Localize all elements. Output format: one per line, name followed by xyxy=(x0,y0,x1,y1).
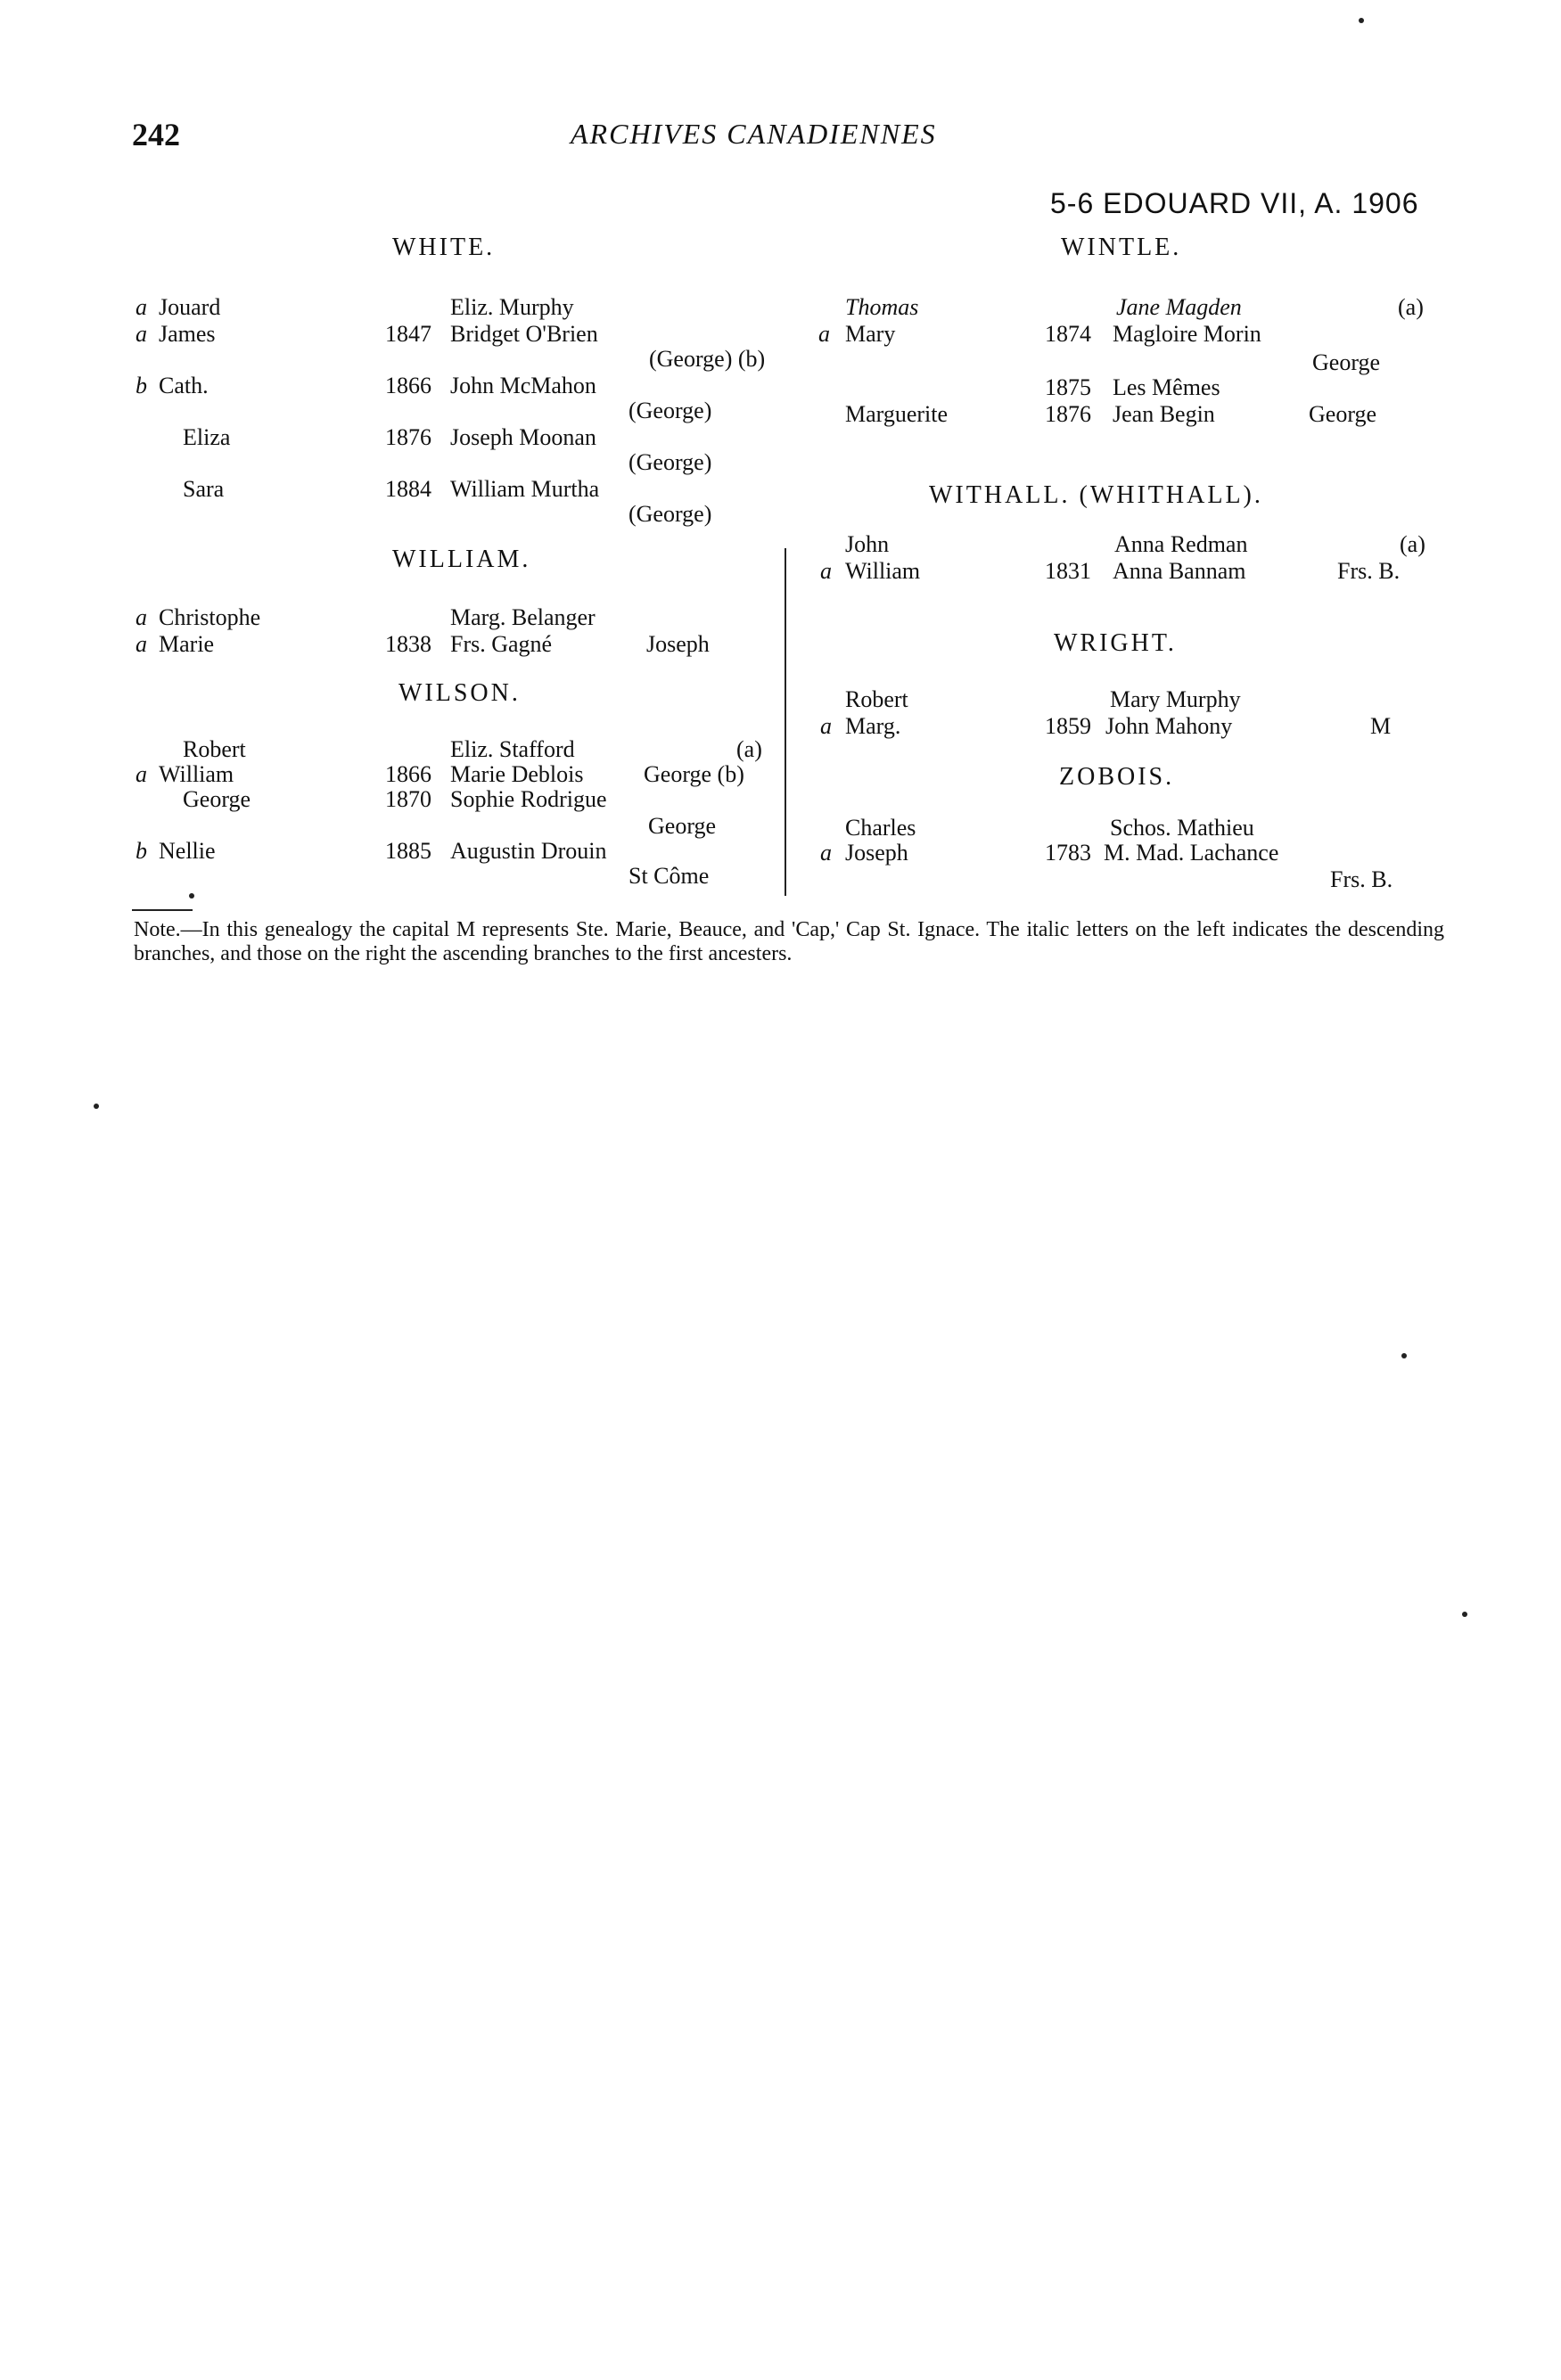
parish-note: M xyxy=(1370,713,1392,739)
parish-note: George xyxy=(1312,349,1381,375)
descent-mark: a xyxy=(820,558,832,584)
section-heading-wintle: WINTLE. xyxy=(1061,234,1182,261)
parish-note: (George) (b) xyxy=(649,346,766,372)
section-heading-wilson: WILSON. xyxy=(398,679,521,707)
person-name: Charles xyxy=(845,815,916,841)
person-name: Sara xyxy=(183,476,225,502)
marriage-year: 1870 xyxy=(385,786,431,812)
spouse-name: Schos. Mathieu xyxy=(1110,815,1254,841)
descent-mark: a xyxy=(820,840,832,866)
person-name: George xyxy=(183,786,251,812)
person-name: Marguerite xyxy=(845,401,949,427)
person-name: Eliza xyxy=(183,424,231,450)
person-name: James xyxy=(159,321,216,347)
parish-note: George xyxy=(648,813,717,839)
session-label: 5-6 EDOUARD VII, A. 1906 xyxy=(1050,187,1419,219)
marriage-year: 1831 xyxy=(1045,558,1091,584)
person-name: Robert xyxy=(845,686,908,712)
descent-mark: b xyxy=(136,838,147,864)
parish-note: (George) xyxy=(629,398,712,423)
descent-mark: a xyxy=(136,604,147,630)
parish-note: (George) xyxy=(629,449,712,475)
spouse-name: Sophie Rodrigue xyxy=(450,786,607,812)
spouse-name: Les Mêmes xyxy=(1113,374,1220,400)
spouse-name: Anna Redman xyxy=(1114,531,1248,557)
parish-note: George (b) xyxy=(644,761,744,787)
scan-speck xyxy=(1462,1612,1467,1617)
marriage-year: 1847 xyxy=(385,321,431,347)
spouse-name: Frs. Gagné xyxy=(450,631,553,657)
spouse-name: Anna Bannam xyxy=(1113,558,1246,584)
spouse-name: M. Mad. Lachance xyxy=(1104,840,1279,866)
ascent-mark: (a) xyxy=(736,736,762,762)
column-divider xyxy=(785,548,786,896)
spouse-name: Jane Magden xyxy=(1116,294,1242,320)
descent-mark: a xyxy=(818,321,830,347)
parish-note: St Côme xyxy=(629,863,710,889)
ascent-mark: (a) xyxy=(1400,531,1425,557)
person-name: John xyxy=(845,531,890,557)
scan-speck xyxy=(94,1104,99,1109)
marriage-year: 1859 xyxy=(1045,713,1091,739)
person-name: Christophe xyxy=(159,604,261,630)
page-number: 242 xyxy=(132,117,180,152)
spouse-name: Marg. Belanger xyxy=(450,604,596,630)
person-name: Robert xyxy=(183,736,246,762)
person-name: Marg. xyxy=(845,713,901,739)
spouse-name: William Murtha xyxy=(450,476,600,502)
person-name: William xyxy=(845,558,921,584)
section-heading-zobois: ZOBOIS. xyxy=(1059,763,1175,791)
parish-note: George xyxy=(1309,401,1377,427)
spouse-name: Augustin Drouin xyxy=(450,838,607,864)
descent-mark: a xyxy=(136,631,147,657)
person-name: Joseph xyxy=(845,840,908,866)
descent-mark: a xyxy=(136,321,147,347)
parish-note: Joseph xyxy=(646,631,710,657)
spouse-name: Joseph Moonan xyxy=(450,424,596,450)
section-heading-william: WILLIAM. xyxy=(392,546,531,573)
marriage-year: 1874 xyxy=(1045,321,1091,347)
running-title: ARCHIVES CANADIENNES xyxy=(571,118,937,150)
section-heading-wright: WRIGHT. xyxy=(1054,629,1177,657)
section-heading-withall: WITHALL. (WHITHALL). xyxy=(929,481,1263,509)
marriage-year: 1885 xyxy=(385,838,431,864)
marriage-year: 1876 xyxy=(1045,401,1091,427)
spouse-name: Jean Begin xyxy=(1113,401,1215,427)
person-name: Jouard xyxy=(159,294,221,320)
spouse-name: Mary Murphy xyxy=(1110,686,1241,712)
spouse-name: John McMahon xyxy=(450,373,596,398)
spouse-name: Bridget O'Brien xyxy=(450,321,598,347)
spouse-name: Magloire Morin xyxy=(1113,321,1261,347)
person-name: Marie xyxy=(159,631,215,657)
marriage-year: 1884 xyxy=(385,476,431,502)
person-name: Thomas xyxy=(845,294,919,320)
spouse-name: Eliz. Murphy xyxy=(450,294,574,320)
marriage-year: 1783 xyxy=(1045,840,1091,866)
scan-speck xyxy=(1401,1353,1407,1358)
spouse-name: Eliz. Stafford xyxy=(450,736,575,762)
parish-note: (George) xyxy=(629,501,712,527)
ascent-mark: (a) xyxy=(1398,294,1424,320)
descent-mark: a xyxy=(820,713,832,739)
person-name: Nellie xyxy=(159,838,216,864)
person-name: William xyxy=(159,761,234,787)
spouse-name: Marie Deblois xyxy=(450,761,584,787)
marriage-year: 1876 xyxy=(385,424,431,450)
person-name: Mary xyxy=(845,321,896,347)
marriage-year: 1838 xyxy=(385,631,431,657)
marriage-year: 1875 xyxy=(1045,374,1091,400)
print-speck xyxy=(189,893,194,899)
footnote-rule xyxy=(132,909,193,911)
descent-mark: a xyxy=(136,761,147,787)
parish-note: Frs. B. xyxy=(1337,558,1401,584)
marriage-year: 1866 xyxy=(385,373,431,398)
spouse-name: John Mahony xyxy=(1105,713,1233,739)
descent-mark: a xyxy=(136,294,147,320)
person-name: Cath. xyxy=(159,373,209,398)
marriage-year: 1866 xyxy=(385,761,431,787)
scan-speck xyxy=(1359,18,1364,23)
section-heading-white: WHITE. xyxy=(392,234,496,261)
parish-note: Frs. B. xyxy=(1330,866,1393,892)
descent-mark: b xyxy=(136,373,147,398)
footnote: Note.—In this genealogy the capital M represents Ste. Marie, Beauce, and 'Cap,' Cap St. Ignace. The italic letters on the left indicates the descending branches, and those on the right the ascending branches to the first ancesters. xyxy=(134,918,1444,965)
